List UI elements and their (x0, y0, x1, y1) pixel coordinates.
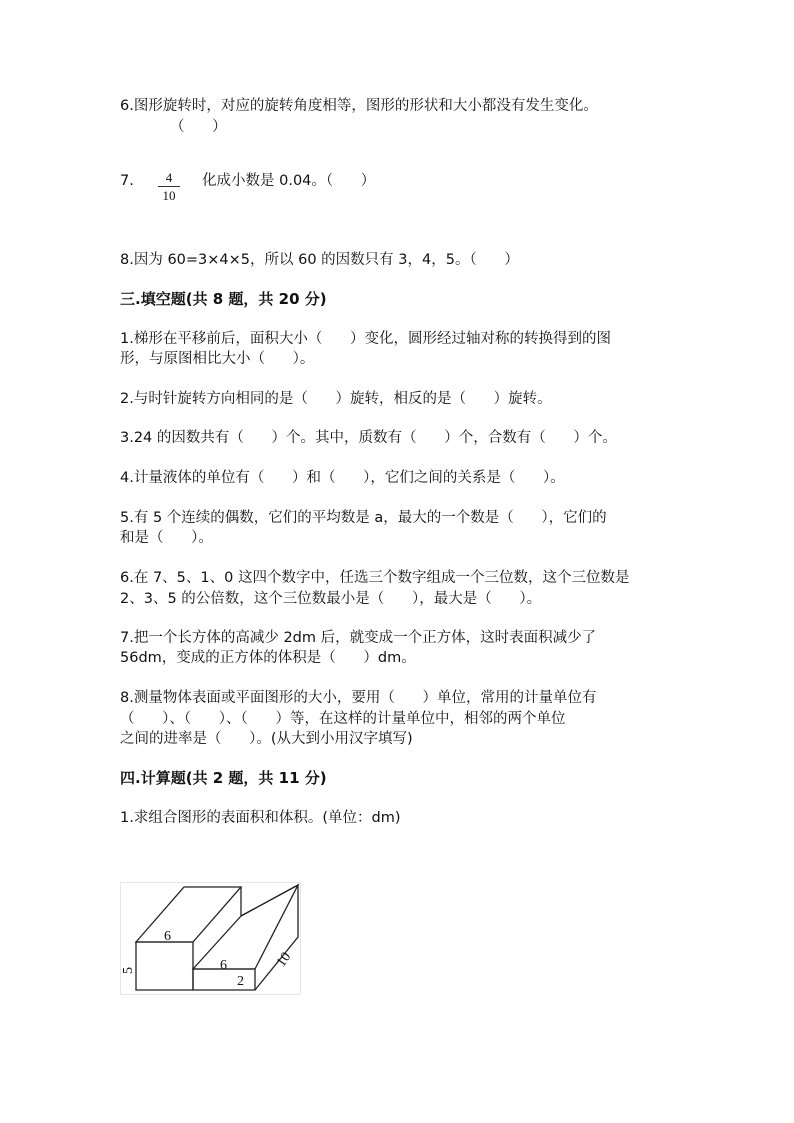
fill-q1-line1: 1.梯形在平移前后，面积大小（ ）变化，圆形经过轴对称的转换得到的图 (120, 331, 611, 347)
fill-q6-line1: 6.在 7、5、1、0 这四个数字中，任选三个数字组成一个三位数，这个三位数是 (120, 570, 630, 586)
label-step-length: 6 (220, 958, 227, 973)
judge-q7-text: 化成小数是 0.04。（ ） (202, 173, 376, 189)
fraction-numerator: 4 (165, 170, 173, 185)
calc-q1: 1.求组合图形的表面积和体积。(单位：dm) (120, 810, 401, 826)
fraction-bar (158, 186, 180, 187)
label-height: 5 (121, 967, 136, 974)
fill-q1-line2: 形，与原图相比大小（ ）。 (120, 351, 315, 367)
judge-q6-text: 6.图形旋转时，对应的旋转角度相等，图形的形状和大小都没有发生变化。 (120, 98, 598, 114)
section-4-title: 四.计算题(共 2 题，共 11 分) (120, 769, 327, 787)
fill-q7-line2: 56dm，变成的正方体的体积是（ ）dm。 (120, 650, 416, 666)
label-top-length: 6 (164, 929, 171, 944)
solid-outline (136, 885, 298, 990)
fill-q3: 3.24 的因数共有（ ）个。其中，质数有（ ）个，合数有（ ）个。 (120, 430, 617, 446)
fill-q6-line2: 2、3、5 的公倍数，这个三位数最小是（ ），最大是（ ）。 (120, 591, 542, 607)
fill-q8-line3: 之间的进率是（ ）。(从大到小用汉字填写) (120, 731, 413, 747)
fill-q7-line1: 7.把一个长方体的高减少 2dm 后，就变成一个正方体，这时表面积减少了 (120, 630, 597, 646)
judge-q7-number: 7. (120, 173, 134, 189)
fill-q2: 2.与时针旋转方向相同的是（ ）旋转，相反的是（ ）旋转。 (120, 391, 552, 407)
fill-q5-line2: 和是（ ）。 (120, 530, 213, 546)
composite-solid-figure (120, 882, 302, 996)
fill-q5-line1: 5.有 5 个连续的偶数，它们的平均数是 a，最大的一个数是（ ），它们的 (120, 510, 607, 526)
figure-border (121, 883, 301, 995)
fill-q8-line2: （ ）、（ ）、（ ）等，在这样的计量单位中，相邻的两个单位 (120, 711, 566, 727)
fill-q4: 4.计量液体的单位有（ ）和（ ），它们之间的关系是（ ）。 (120, 470, 565, 486)
label-depth: 10 (273, 949, 295, 970)
fill-q8-line1: 8.测量物体表面或平面图形的大小，要用（ ）单位，常用的计量单位有 (120, 690, 597, 706)
fraction-four-tenths (158, 170, 180, 203)
label-step-height: 2 (237, 974, 244, 989)
judge-q6-answer-blank: （ ） (170, 119, 227, 135)
section-3-title: 三.填空题(共 8 题，共 20 分) (120, 290, 327, 308)
fraction-denominator: 10 (162, 188, 176, 203)
judge-q8-text: 8.因为 60=3×4×5，所以 60 的因数只有 3，4，5。（ ） (120, 252, 519, 268)
